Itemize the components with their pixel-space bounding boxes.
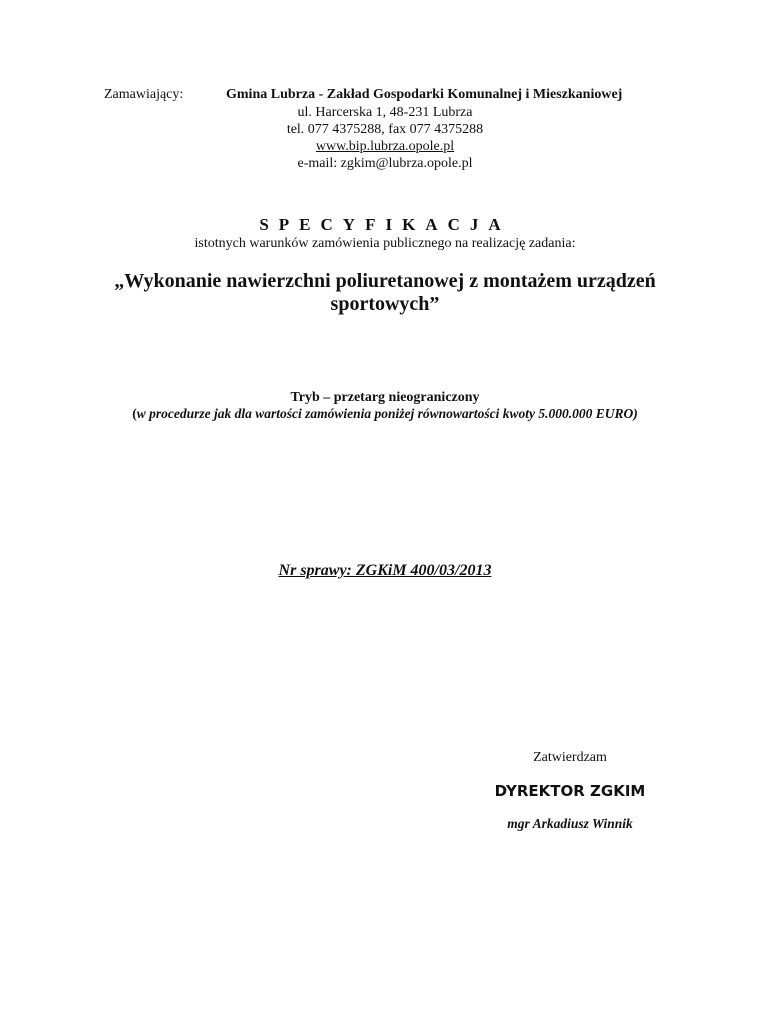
phone-fax-line: tel. 077 4375288, fax 077 4375288 [286, 122, 484, 137]
orderer-label: Zamawiający: [104, 87, 184, 102]
approve-label: Zatwierdzam [533, 750, 607, 765]
case-number [0, 562, 770, 580]
organization-name: Gmina Lubrza - Zakład Gospodarki Komunalnej i Mieszkaniowej [226, 87, 623, 102]
procedure-note [0, 406, 770, 422]
case-number-text: Nr sprawy: ZGKiM 400/03/2013 [278, 562, 492, 579]
task-title-line-2: sportowych” [330, 293, 440, 315]
document-subtitle: istotnych warunków zamówienia publicznego na realizację zadania: [194, 236, 576, 251]
director-title: DYREKTOR ZGKIM [494, 782, 646, 800]
contact-block [170, 104, 600, 172]
procedure-open-paren: ( [132, 406, 137, 421]
task-title [60, 270, 710, 316]
tender-mode: Tryb – przetarg nieograniczony [290, 390, 480, 405]
address-line: ul. Harcerska 1, 48-231 Lubrza [297, 105, 473, 120]
document-title: SPECYFIKACJA [259, 215, 511, 234]
task-title-line-1: „Wykonanie nawierzchni poliuretanowej z montażem urządzeń [114, 270, 656, 292]
procedure-detail: w procedurze jak dla wartości zamówienia poniżej równowartości kwoty 5.000.000 EURO) [136, 406, 638, 421]
website-link[interactable]: www.bip.lubrza.opole.pl [315, 139, 455, 154]
email-line: e-mail: zgkim@lubrza.opole.pl [297, 156, 473, 171]
signer-name: mgr Arkadiusz Winnik [507, 816, 633, 831]
